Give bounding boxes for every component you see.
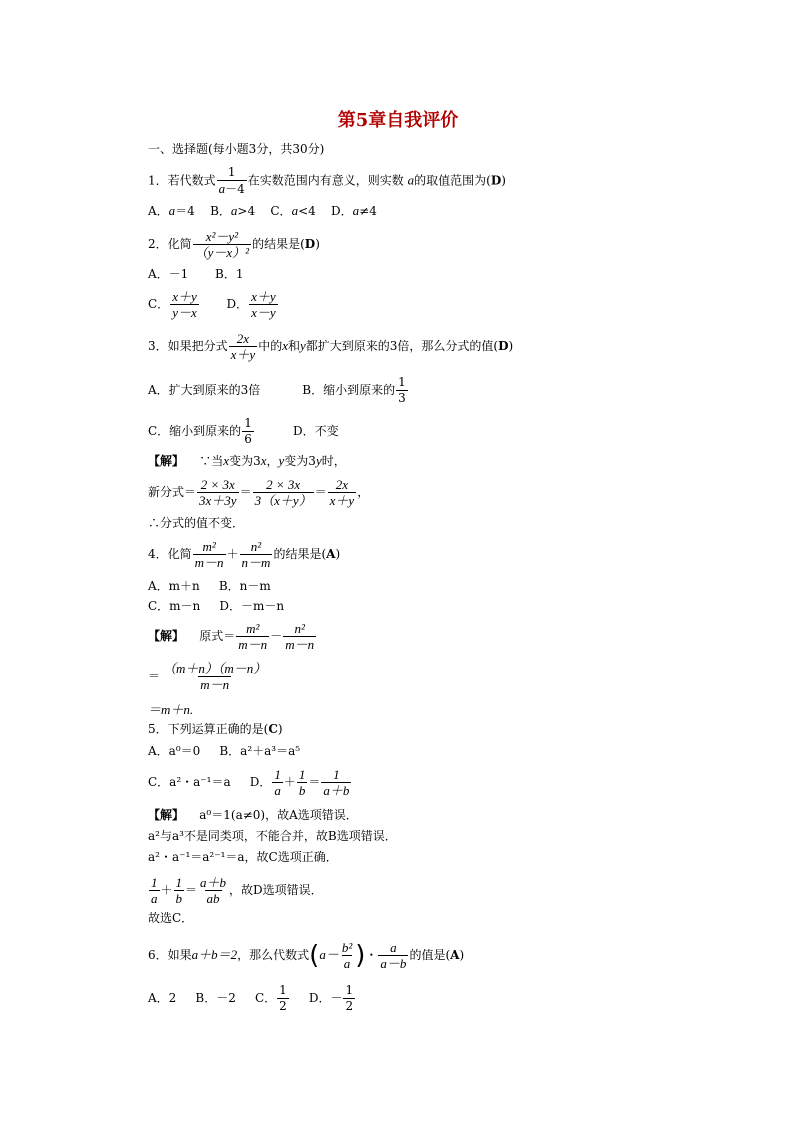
option-b-rest: >4 (237, 204, 256, 218)
question-3-solution-1 (148, 453, 346, 469)
plus-sign: ＋ (283, 775, 296, 789)
fraction-denominator: m－n (238, 637, 268, 652)
option-b: B．a²＋a³＝a⁵ (219, 744, 301, 758)
question-3-options-cd (148, 417, 339, 446)
option-d-fraction (249, 290, 278, 319)
solution-text: ，故D选项错误． (229, 883, 323, 897)
question-4-fraction (240, 540, 273, 569)
fraction-denominator: 2 (279, 999, 287, 1013)
option-b: B．－2 (195, 991, 236, 1005)
option-c-fraction (242, 417, 254, 446)
equals-sign: ＝ (239, 485, 252, 499)
fraction-numerator: 1 (333, 767, 340, 782)
fraction-denominator: b (298, 783, 306, 798)
question-5-solution-5: 故选C． (148, 911, 194, 925)
question-4 (148, 540, 340, 569)
question-4-options-ab (148, 578, 271, 594)
question-4-text: 4．化简 (148, 547, 192, 561)
question-3 (148, 332, 513, 361)
fraction-numerator: m² (246, 621, 260, 636)
fraction-denominator: a (151, 891, 158, 906)
question-5-options-cd (148, 768, 352, 797)
option-b-fraction (396, 376, 408, 405)
question-3-text: 和 (287, 339, 300, 353)
solution-fraction (328, 478, 357, 507)
option-b: B．1 (215, 267, 244, 281)
paren-close: ) (459, 948, 465, 962)
fraction-numerator: 2 × 3x (200, 477, 235, 492)
fraction-denominator: a (343, 956, 351, 971)
variable: a (218, 181, 226, 196)
fraction-numerator: 2x (335, 477, 349, 492)
fraction-numerator: n² (294, 621, 305, 636)
question-5 (148, 721, 283, 737)
question-5-solution-3: a²・a⁻¹＝a²⁻¹＝a，故C选项正确． (148, 850, 338, 864)
question-1-fraction (217, 166, 247, 196)
solution-text: ∵当 (199, 454, 224, 468)
fraction-numerator: a＋b (200, 875, 227, 890)
fraction-denominator: 3 (398, 391, 406, 405)
option-a-var: a (168, 203, 176, 218)
variable: y (278, 453, 285, 468)
option-d-label: D． (331, 204, 353, 218)
fraction-numerator: m² (202, 539, 216, 554)
question-4-options-cd (148, 598, 284, 614)
option-d-var: a (352, 203, 360, 218)
option-a: A．m＋n (148, 579, 200, 593)
solution-text: 变为3 (284, 454, 316, 468)
solution-label: 【解】 (148, 808, 185, 822)
question-5-text: 5．下列运算正确的是( (148, 722, 269, 736)
option-c-label: C．缩小到原来的 (148, 424, 242, 438)
option-c: C．a²・a⁻¹＝a (148, 775, 231, 789)
option-d-fraction (297, 768, 308, 797)
answer-badge: A (450, 948, 460, 962)
fraction-numerator: 2 × 3x (266, 477, 301, 492)
fraction-denominator: ab (206, 891, 220, 906)
solution-fraction (174, 876, 185, 905)
option-d: D．不变 (292, 424, 339, 438)
fraction-denominator: 3x＋3y (199, 493, 237, 508)
question-3-text: 都扩大到原来的3倍，那么分式的值( (305, 339, 499, 353)
option-c: C．m－n (148, 599, 201, 613)
question-3-text: 3．如果把分式 (148, 339, 228, 353)
fraction-denominator: n－m (241, 555, 271, 570)
option-b-label: B． (210, 204, 231, 218)
page-title: 第5章自我评价 (337, 110, 459, 131)
question-6-text-post: 的值是( (409, 948, 451, 962)
option-d-fraction (272, 768, 283, 797)
plus-sign: ＋ (160, 883, 173, 897)
fraction-numerator: （m＋n）（m－n） (163, 661, 267, 676)
solution-text: 新分式＝ (148, 485, 197, 499)
fraction-denominator: 2 (345, 999, 354, 1013)
answer-badge: D (498, 339, 509, 353)
fraction-numerator: b² (341, 940, 353, 955)
option-a: A．2 (148, 991, 177, 1005)
variable: y (315, 453, 322, 468)
solution-text: 原式＝ (199, 629, 236, 643)
fraction-denominator: a－b (380, 956, 407, 971)
question-1-text-mid: 在实数范围内有意义，则实数 (247, 173, 404, 188)
option-c-var: a (291, 203, 299, 218)
option-d: D．－m－n (219, 599, 285, 613)
fraction-numerator: a (390, 940, 397, 955)
plus-sign: ＋ (226, 547, 239, 561)
expression: a－ (319, 947, 339, 962)
question-1-text-post: 的取值范围为( (414, 173, 491, 188)
paren-close: ) (335, 547, 341, 561)
fraction-denominator: a＋b (323, 783, 350, 798)
equals-sign: ＝ (185, 883, 198, 897)
question-6-fraction (340, 941, 354, 970)
fraction-numerator: 1 (279, 983, 287, 997)
fraction-numerator: n² (250, 539, 262, 554)
condition: a＋b＝2 (191, 947, 238, 962)
option-b-var: a (230, 203, 238, 218)
question-4-solution-2 (148, 662, 269, 691)
answer-badge: C (268, 722, 278, 736)
minus-sign: － (270, 629, 283, 643)
question-6 (148, 941, 464, 970)
question-1 (148, 166, 506, 196)
fraction-numerator: 1 (398, 375, 406, 389)
question-2-options-ab (148, 266, 243, 282)
fraction-numerator: x＋y (172, 289, 197, 304)
fraction-numerator: 1 (298, 767, 306, 782)
solution-text: ， (266, 454, 279, 468)
question-2-options-cd (148, 290, 279, 319)
question-2-fraction (193, 230, 251, 259)
variable: y (300, 338, 306, 353)
fraction-denominator: a (274, 783, 281, 798)
question-5-options-ab (148, 743, 300, 759)
question-1-options (148, 203, 377, 219)
equals-sign: ＝ (314, 485, 327, 499)
fraction-numerator: 1 (227, 165, 236, 179)
fraction-numerator: 2x (236, 331, 250, 346)
variable: x (282, 338, 288, 353)
solution-fraction (253, 478, 314, 507)
solution-fraction (236, 622, 269, 651)
fraction-numerator: 1 (274, 767, 281, 782)
option-b: B．n－m (218, 579, 271, 593)
answer-badge: A (326, 547, 336, 561)
question-3-options-ab (148, 376, 409, 405)
denominator-rest: －4 (225, 182, 245, 196)
question-3-text: 中的 (258, 339, 283, 353)
fraction-numerator: 1 (151, 875, 158, 890)
question-5-solution-1 (148, 807, 358, 823)
variable: x (223, 453, 230, 468)
option-c-rest: <4 (298, 204, 316, 218)
question-4-fraction (193, 540, 226, 569)
question-4-text-post: 的结果是( (273, 547, 327, 561)
fraction-denominator: x＋y (230, 347, 256, 362)
fraction-numerator: 1 (175, 875, 183, 890)
answer-badge: D (490, 173, 502, 188)
question-3-solution-3: ∴分式的值不变． (148, 516, 245, 530)
question-2-text-post: 的结果是( (252, 237, 305, 251)
option-c-fraction (277, 984, 289, 1013)
solution-fraction (197, 478, 239, 507)
question-6-text: ，那么代数式 (237, 948, 310, 962)
question-4-solution-3: ＝m＋n. (148, 702, 194, 717)
option-a: A．扩大到原来的3倍 (148, 383, 261, 397)
fraction-numerator: x²－y² (205, 229, 239, 244)
paren-close: ) (501, 173, 506, 188)
option-d-label: D．－ (308, 991, 343, 1005)
fraction-denominator: m－n (285, 637, 315, 652)
equals-sign: ＝ (308, 775, 321, 789)
equals-sign: ＝ (148, 669, 161, 683)
paren-close: ) (277, 722, 283, 736)
question-6-fraction (378, 941, 408, 970)
option-b-label: B．缩小到原来的 (302, 383, 396, 397)
solution-text: 时， (321, 454, 346, 468)
option-a-label: A． (148, 204, 169, 218)
fraction-denominator: x＋y (329, 493, 355, 508)
solution-fraction (149, 876, 160, 905)
question-2-text: 2．化简 (148, 237, 192, 251)
option-d-label: D． (249, 775, 272, 789)
option-a-rest: ＝4 (175, 204, 195, 218)
comma: ， (357, 485, 370, 499)
question-2 (148, 230, 320, 259)
question-4-solution-1 (148, 622, 317, 651)
option-d-label: D． (226, 297, 249, 311)
solution-text: a⁰＝1(a≠0)，故A选项错误． (199, 808, 358, 822)
question-3-solution-2 (148, 478, 369, 507)
solution-fraction (198, 876, 228, 905)
paren-open: ( (309, 940, 320, 971)
fraction-denominator (217, 180, 247, 196)
fraction-denominator: b (175, 891, 183, 906)
question-5-solution-4 (148, 876, 323, 905)
option-a: A．a⁰＝0 (148, 744, 201, 758)
question-6-text: 6．如果 (148, 948, 192, 962)
solution-fraction (161, 662, 268, 691)
option-d-fraction (343, 984, 355, 1013)
solution-label: 【解】 (148, 629, 185, 643)
fraction-denominator: x－y (251, 305, 276, 320)
solution-text: 变为3 (229, 454, 261, 468)
answer-badge: D (304, 237, 316, 251)
fraction-denominator: y－x (172, 305, 197, 320)
section-heading: 一、选择题(每小题3分，共30分) (148, 142, 325, 156)
multiply-dot: ・ (365, 948, 378, 962)
solution-label: 【解】 (148, 454, 185, 468)
option-c-label: C． (148, 297, 170, 311)
question-6-options (148, 984, 356, 1013)
option-d-fraction (321, 768, 351, 797)
fraction-numerator: 1 (345, 983, 354, 997)
variable: a (407, 172, 415, 188)
option-d-rest: ≠4 (359, 204, 377, 218)
paren-close: ) (355, 940, 366, 971)
question-5-solution-2: a²与a³不是同类项，不能合并，故B选项错误． (148, 829, 397, 843)
option-c-label: C． (254, 991, 277, 1005)
fraction-denominator: m－n (194, 555, 224, 570)
fraction-denominator: 3（x＋y） (254, 493, 312, 508)
fraction-numerator: x＋y (251, 289, 276, 304)
option-a: A．－1 (148, 267, 189, 281)
question-1-text: 1．若代数式 (148, 173, 216, 188)
option-c-fraction (170, 290, 199, 319)
solution-fraction (283, 622, 316, 651)
fraction-numerator: 1 (244, 416, 252, 430)
paren-close: ) (508, 339, 514, 353)
fraction-denominator: m－n (200, 677, 230, 692)
paren-close: ) (315, 237, 320, 251)
option-c-label: C． (270, 204, 292, 218)
question-3-fraction (229, 332, 258, 361)
fraction-denominator: （y－x）² (194, 245, 250, 260)
variable: x (260, 453, 267, 468)
fraction-denominator: 6 (244, 432, 252, 446)
